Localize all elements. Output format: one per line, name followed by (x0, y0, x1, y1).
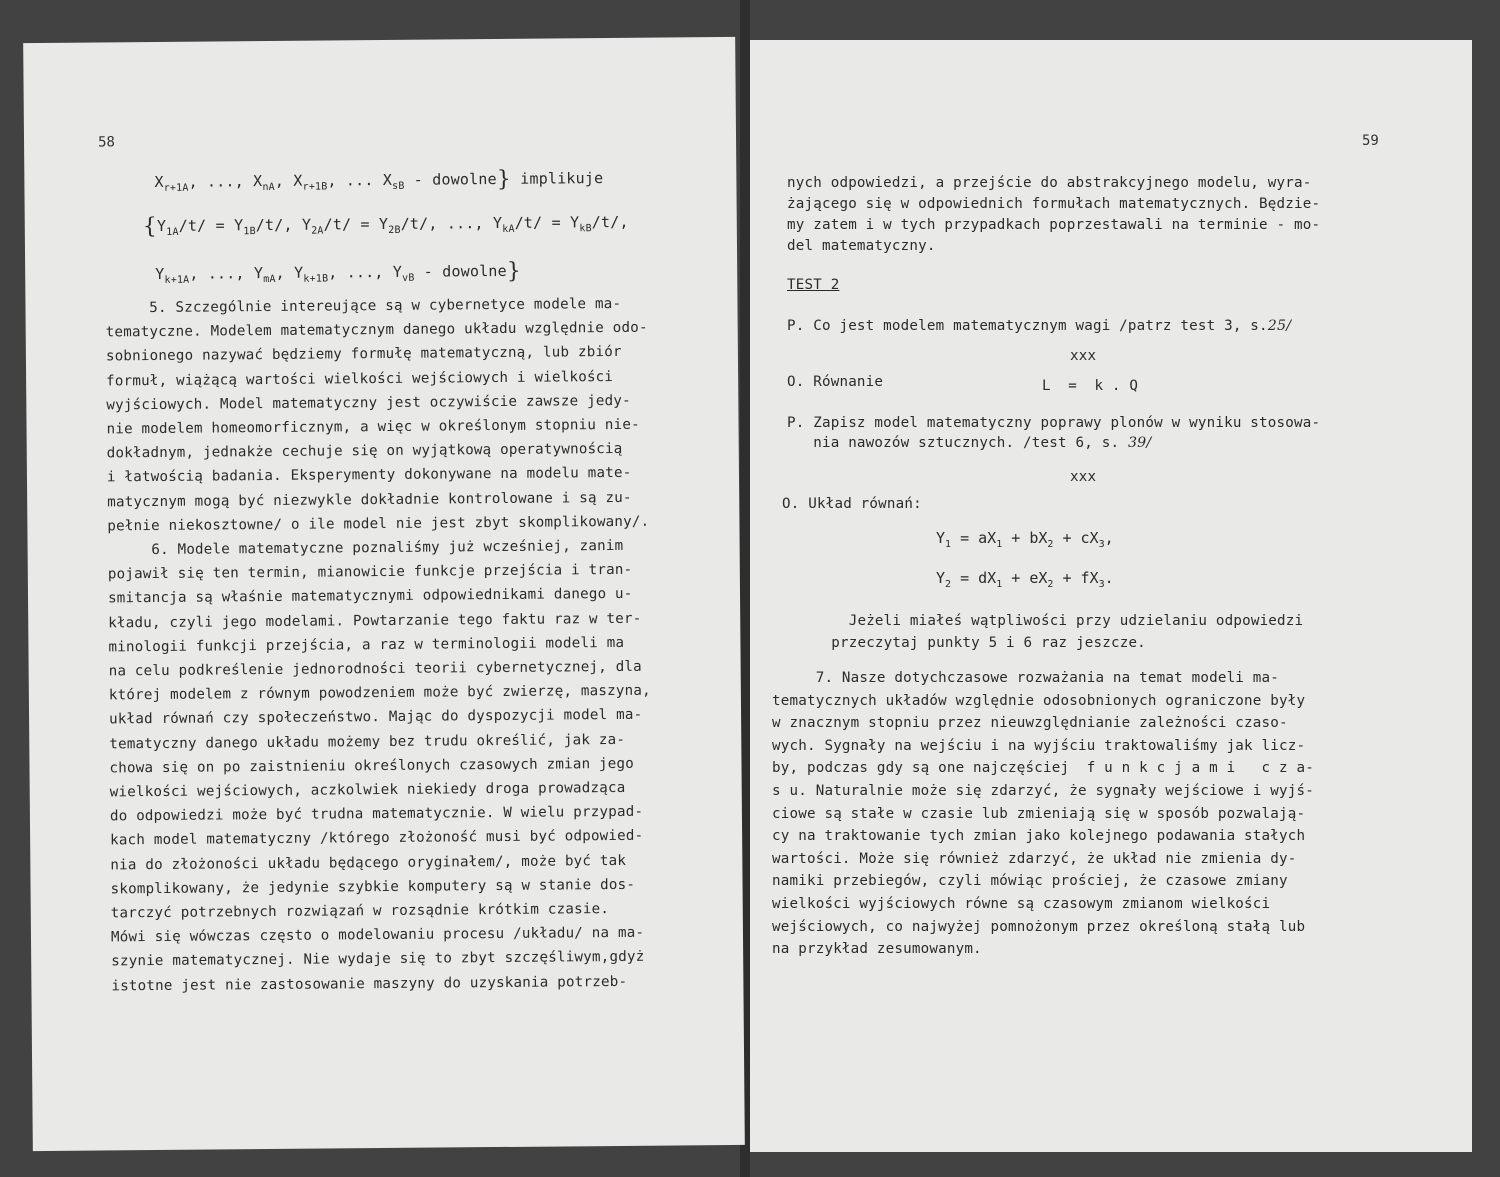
formula-text: , ..., X (188, 172, 263, 191)
body-line: wejściowych, co najwyżej pomnożonym przez określoną stałą lub (772, 918, 1306, 935)
body-line: na celu podkreślenie jednorodności teorii cybernetycznej, dla (108, 658, 642, 680)
body-line: cy na traktowanie tych zmian jako kolejnego podawania stałych (772, 828, 1306, 845)
body-line: pełnie niekosztowne/ o ile model nie jest zbyt skomplikowany/. (107, 513, 650, 535)
body-line: minologii funkcji przejścia, a raz w terminologii modeli ma (108, 634, 625, 656)
subscript: kB (579, 223, 592, 235)
answer-1-equation: L = k . Q (1042, 378, 1139, 394)
body-line: 5. Szczególnie intereujące są w cybernetyce modele ma- (105, 295, 622, 317)
question-2-text: nia nawozów sztucznych. /test 6, s. (787, 435, 1120, 451)
body-line: chowa się on po zaistnieniu określonych czasowych zmian jego (109, 755, 635, 777)
subscript: nA (262, 181, 275, 194)
subscript: 1B (243, 226, 256, 238)
formula-text: . (1104, 569, 1114, 587)
formula-text: + cX (1053, 529, 1099, 547)
subscript: 2 (1047, 539, 1054, 550)
subscript: 1 (996, 539, 1003, 550)
body-line: wych. Sygnały na wejściu i na wyjściu traktowaliśmy jak licz- (772, 737, 1306, 754)
formula-text: Y (936, 529, 946, 547)
formula-text: implikuje (510, 169, 604, 188)
page-number-left: 58 (97, 134, 115, 151)
body-line: matycznym mogą być niezwykle dokładnie kontrolowane i są zu- (107, 489, 632, 511)
subscript: kA (502, 223, 515, 235)
subscript: 1 (945, 539, 952, 550)
formula-text: + bX (1002, 529, 1048, 547)
subscript: sB (392, 180, 405, 192)
body-line: i łatwością badania. Eksperymenty dokonywane na modelu mate- (106, 465, 632, 486)
formula-text: = dX (951, 569, 997, 587)
right-page (750, 40, 1472, 1152)
page-number-right: 59 (1362, 133, 1379, 149)
subscript: 2 (1047, 579, 1054, 590)
formula-text: , ..., Y (189, 264, 264, 283)
body-line: by, podczas gdy są one najczęściej f u n k c j a m i c z a- (772, 760, 1314, 777)
note-line: przeczytaj punkty 5 i 6 raz jeszcze. (805, 635, 1146, 651)
body-line: 7. Nasze dotychczasowe rozważania na temat modeli ma- (772, 670, 1280, 686)
brace: } (506, 258, 522, 284)
subscript: mA (263, 273, 276, 286)
body-line: smitancja są właśnie matematycznymi odpowiednikami danego u- (107, 586, 633, 607)
body-line: nie modelem homeomorficznym, a więc w określonym stopniu nie- (106, 416, 640, 438)
subscript: 3 (1098, 539, 1105, 550)
separator-1: xxx (1070, 348, 1097, 364)
body-line: Mówi się wówczas często o modelowaniu procesu /układu/ na ma- (110, 924, 645, 946)
body-line: 6. Modele matematyczne poznaliśmy już wcześniej, zanim (107, 537, 624, 559)
subscript: vB (402, 272, 415, 284)
body-line: sobnionego nazywać będziemy formułę matematyczną, lub zbiór (105, 344, 622, 365)
subscript: r+1A (163, 182, 189, 194)
test-heading: TEST 2 (787, 277, 840, 293)
formula-line-2 (142, 212, 629, 240)
note-line: Jeżeli miałeś wątpliwości przy udzielaniu odpowiedzi (805, 613, 1304, 629)
body-line: szynie matematycznej. Nie wydaje się to zbyt szczęśliwym,gdyż (111, 949, 645, 970)
body-line: kach model matematyczny /którego złożoność musi być odpowied- (110, 828, 644, 849)
body-line: ciowe są stałe w czasie lub zmieniają się w sposób pozwalają- (772, 805, 1306, 822)
body-line: dokładnym, jednakże cechuje się on wyjątkową operatywnością (106, 441, 623, 462)
formula-text: /t/, ..., Y (400, 213, 503, 233)
subscript: 1 (996, 579, 1003, 590)
formula-text: , (1104, 529, 1114, 547)
subscript: k+1B (303, 273, 329, 285)
equation-y1 (936, 529, 1114, 550)
formula-text: /t/, (591, 212, 629, 232)
question-2-handwritten: 39/ (1127, 435, 1152, 451)
formula-text: /t/, Y (255, 215, 312, 235)
formula-text: /t/ = Y (514, 213, 580, 232)
equation-y2 (936, 569, 1114, 590)
formula-text: - dowolne (404, 170, 497, 189)
question-2-line-2 (787, 435, 1151, 451)
brace: } (496, 166, 512, 192)
subscript: 2B (388, 224, 401, 236)
body-line: na przykład zesumowanym. (772, 941, 982, 958)
formula-text: Y (156, 216, 167, 235)
question-1-text: P. Co jest modelem matematycznym wagi /patrz test 3, s. (787, 318, 1268, 334)
subscript: r+1B (302, 181, 328, 193)
body-line: nych odpowiedzi, a przejście do abstrakcyjnego modelu, wyra- (787, 175, 1312, 191)
body-line: istotne jest nie zastosowanie maszyny do uzyskania potrzeb- (111, 973, 628, 994)
question-1 (787, 318, 1291, 334)
body-line: której modelem z równym powodzeniem może być zwierzę, maszyna, (108, 682, 651, 704)
formula-text: , ... X (327, 170, 393, 190)
formula-text: X (154, 172, 164, 191)
body-line: tematyczne. Modelem matematycznym danego układu względnie odo- (105, 319, 648, 341)
formula-text: = aX (951, 529, 997, 547)
body-line: formuł, wiążącą wartości wielkości wejściowych i wielkości (106, 368, 614, 390)
body-line: skomplikowany, że jedynie szybkie komputery są w stanie dos- (110, 876, 636, 898)
subscript: 2 (945, 579, 952, 590)
body-line: namiki przebiegów, czyli mówiąc prościej, że czasowe zmiany (772, 873, 1288, 890)
formula-text: - dowolne (414, 261, 507, 281)
body-line: do odpowiedzi może być trudna matematycznie. W wielu przypad- (109, 803, 644, 825)
body-line: nia do złożoności układu będącego oryginałem/, może być tak (110, 852, 627, 873)
body-line: kładu, czyli jego modelami. Powtarzanie tego faktu raz w ter- (108, 610, 642, 632)
body-line: żającego się w odpowiednich formułach matematycznych. Będzie- (787, 196, 1321, 212)
formula-text: Y (155, 264, 165, 283)
separator-2: xxx (1070, 469, 1097, 485)
answer-2-label: O. Układ równań: (782, 496, 922, 512)
formula-line-3 (155, 258, 522, 286)
subscript: 2A (311, 225, 324, 237)
body-line: układ równań czy społeczeństwo. Mając do dyspozycji model ma- (109, 707, 643, 728)
formula-line-1 (154, 166, 604, 194)
formula-text: /t/ = Y (178, 216, 244, 235)
body-line: wielkości wyjściowych równe są czasowym zmianom wielkości (772, 896, 1271, 912)
body-line: tarczyć potrzebnych rozwiązań w rozsądnie krótkim czasie. (110, 901, 610, 922)
body-line: tematycznych układów względnie odosobnionych ograniczone były (772, 692, 1306, 709)
subscript: 1A (166, 226, 179, 238)
formula-text: Y (936, 569, 946, 587)
formula-text: /t/ = Y (323, 214, 389, 234)
left-page (23, 37, 745, 1151)
formula-text: , Y (275, 263, 304, 282)
question-1-handwritten: 25/ (1267, 318, 1292, 334)
answer-1-label: O. Równanie (787, 374, 884, 390)
body-line: wartości. Może się również zdarzyć, że układ nie zmienia dy- (772, 850, 1297, 867)
subscript: k+1A (164, 274, 190, 286)
brace: { (142, 213, 158, 240)
body-line: tematyczny danego układu możemy bez trudu określić, jak za- (109, 731, 626, 752)
body-line: wielkości wejściowych, aczkolwiek niekiedy droga prowadząca (109, 779, 626, 801)
body-line: pojawił się ten termin, mianowicie funkcje przejścia i tran- (107, 562, 633, 583)
question-2-line-1: P. Zapisz model matematyczny poprawy plonów w wyniku stosowa- (787, 415, 1321, 431)
body-line: my zatem i w tych przypadkach poprzestawali na terminie - mo- (787, 217, 1321, 233)
subscript: 3 (1098, 579, 1105, 590)
formula-text: , X (274, 171, 303, 190)
body-line: w znacznym stopniu przez nieuwzględnianie zależności czaso- (772, 715, 1288, 732)
formula-text: + eX (1002, 569, 1048, 587)
formula-text: + fX (1053, 569, 1099, 587)
body-line: wyjściowych. Model matematyczny jest oczywiście zawsze jedy- (106, 392, 631, 414)
body-line: s u. Naturalnie może się zdarzyć, że sygnały wejściowe i wyjś- (772, 783, 1314, 799)
body-line: del matematyczny. (787, 238, 936, 254)
formula-text: , ..., Y (328, 262, 403, 282)
